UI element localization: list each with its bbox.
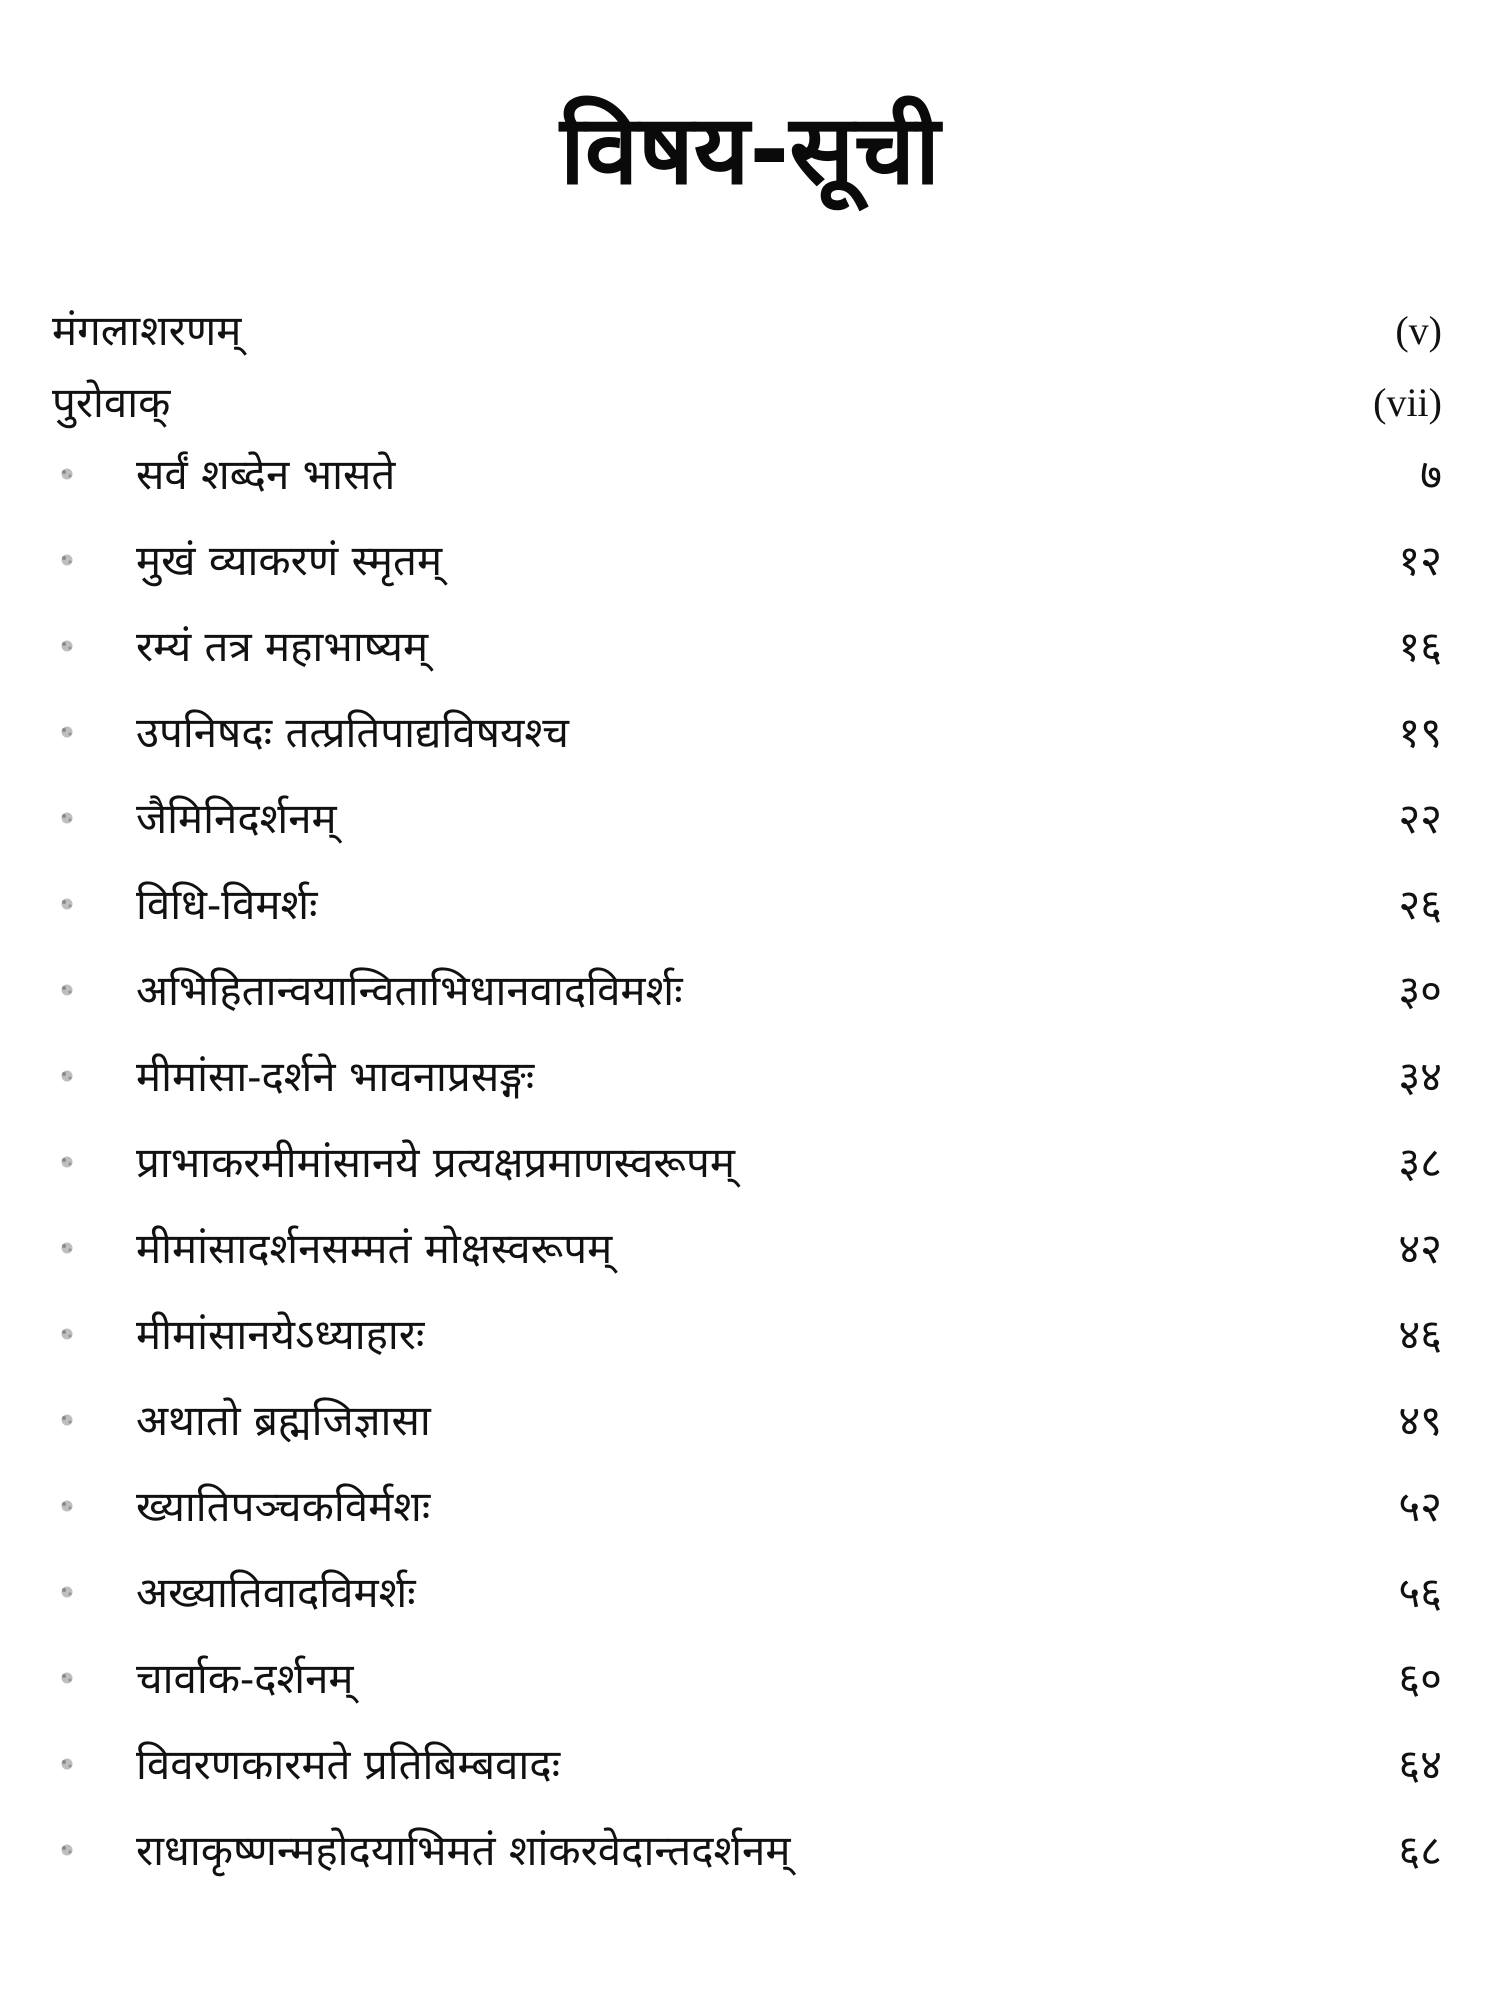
toc-entry-label: रम्यं तत्र महाभाष्यम् [136,622,429,671]
toc-entry-label: अख्यातिवादविमर्शः [136,1568,416,1617]
toc-page-number: ४२ [1398,1224,1442,1273]
toc-entry-row[interactable] [0,1127,1500,1213]
bullet-ornament-icon [58,895,76,913]
toc-entry-row[interactable] [0,1041,1500,1127]
bullet-ornament-icon [58,1067,76,1085]
toc-entry-row[interactable] [0,955,1500,1041]
toc-entry-label: विवरणकारमते प्रतिबिम्बवादः [136,1740,561,1789]
toc-entry-label: जैमिनिदर्शनम् [136,794,337,843]
toc-page-number: २६ [1398,880,1442,929]
toc-entry-row[interactable] [0,1385,1500,1471]
toc-page-number: ३८ [1398,1138,1442,1187]
toc-page-number: ५२ [1398,1482,1442,1531]
toc-page-number: ६४ [1398,1740,1442,1789]
toc-entry-label: ख्यातिपञ्चकविर्मशः [136,1482,431,1531]
toc-page-number: ६८ [1398,1826,1442,1875]
toc-page-number: (vii) [1373,380,1442,425]
toc-entry-row[interactable] [0,1729,1500,1815]
toc-entry-row[interactable] [0,697,1500,783]
toc-entry-row[interactable] [0,1213,1500,1299]
toc-entry-row[interactable] [0,1299,1500,1385]
toc-front-matter-row[interactable] [0,295,1500,367]
bullet-ornament-icon [58,1411,76,1429]
page-title: विषय-सूची [560,94,940,206]
toc-entry-row[interactable] [0,1815,1500,1901]
bullet-ornament-icon [58,981,76,999]
toc-page-number: ५६ [1398,1568,1442,1617]
toc-entry-label: अभिहितान्वयान्विताभिधानवादविमर्शः [136,966,683,1015]
toc-entry-label: प्राभाकरमीमांसानये प्रत्यक्षप्रमाणस्वरूपम् [136,1138,735,1187]
toc-entry-label: मंगलाशरणम् [52,306,242,355]
bullet-ornament-icon [58,1497,76,1515]
toc-entry-label: विधि-विमर्शः [136,880,318,929]
toc-page-number: ६० [1398,1654,1442,1703]
bullet-ornament-icon [58,465,76,483]
bullet-ornament-icon [58,1755,76,1773]
bullet-ornament-icon [58,1239,76,1257]
toc-entry-label: उपनिषदः तत्प्रतिपाद्यविषयश्च [136,708,569,757]
toc-entry-label: सर्वं शब्देन भासते [136,450,396,499]
toc-entry-row[interactable] [0,1557,1500,1643]
toc-entry-label: मीमांसा-दर्शने भावनाप्रसङ्गः [136,1052,535,1101]
toc-entry-row[interactable] [0,1643,1500,1729]
toc-page-number: (v) [1395,308,1442,353]
toc-entry-label: पुरोवाक् [52,378,171,427]
toc-page-number: २२ [1398,794,1442,843]
toc-entry-label: मीमांसादर्शनसम्मतं मोक्षस्वरूपम् [136,1224,613,1273]
toc-page-number: ३० [1398,966,1442,1015]
bullet-ornament-icon [58,637,76,655]
toc-page-number: ४९ [1398,1396,1442,1445]
toc-entry-row[interactable] [0,869,1500,955]
bullet-ornament-icon [58,1841,76,1859]
toc-entry-row[interactable] [0,611,1500,697]
bullet-ornament-icon [58,1669,76,1687]
bullet-ornament-icon [58,551,76,569]
toc-entry-list [0,439,1500,1901]
toc-front-matter-row[interactable] [0,367,1500,439]
toc-page-number: ४६ [1398,1310,1442,1359]
toc-entry-label: राधाकृष्णन्महोदयाभिमतं शांकरवेदान्तदर्शनम् [136,1826,791,1875]
toc-entry-label: अथातो ब्रह्मजिज्ञासा [136,1396,431,1445]
toc-entry-row[interactable] [0,1471,1500,1557]
toc-entry-label: मीमांसानयेऽध्याहारः [136,1310,425,1359]
bullet-ornament-icon [58,1153,76,1171]
toc-page-number: ७ [1420,450,1442,499]
toc-page-number: ३४ [1398,1052,1442,1101]
toc-entry-row[interactable] [0,783,1500,869]
toc-page-number: १२ [1398,536,1442,585]
toc-entry-row[interactable] [0,439,1500,525]
toc-entry-row[interactable] [0,525,1500,611]
toc-entry-label: मुखं व्याकरणं स्मृतम् [136,536,443,585]
bullet-ornament-icon [58,809,76,827]
bullet-ornament-icon [58,1583,76,1601]
bullet-ornament-icon [58,723,76,741]
toc-page-number: १६ [1398,622,1442,671]
bullet-ornament-icon [58,1325,76,1343]
toc-entry-label: चार्वाक-दर्शनम् [136,1654,354,1703]
table-of-contents [0,295,1500,1901]
toc-page-number: १९ [1398,708,1442,757]
